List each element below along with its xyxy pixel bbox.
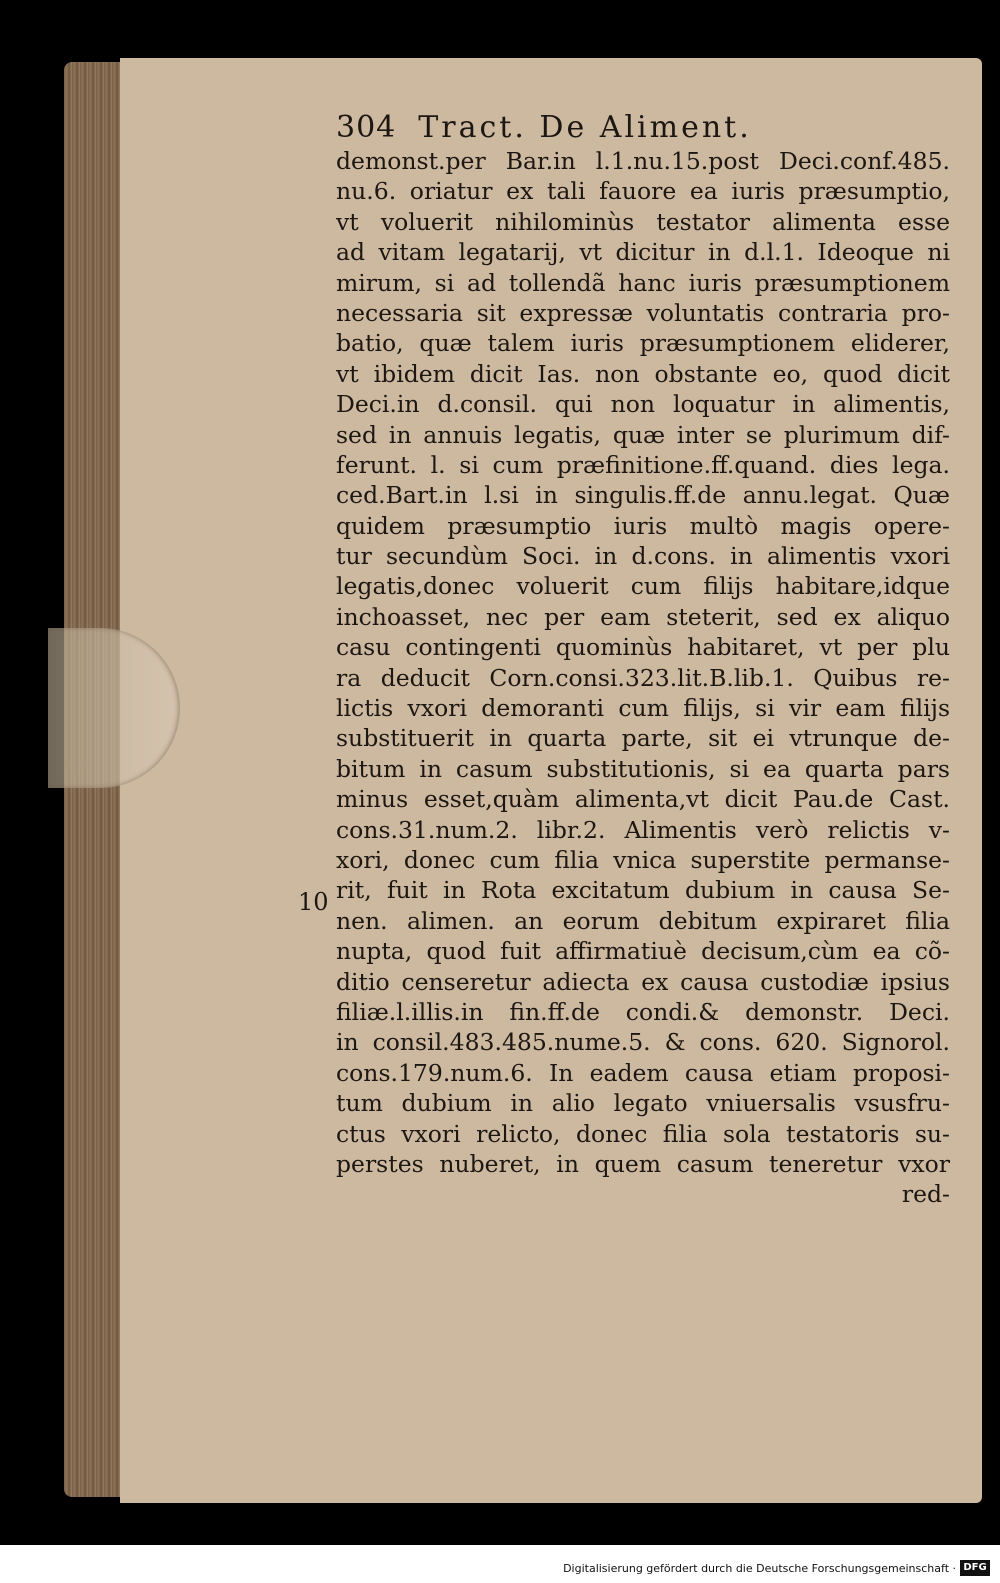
text-line: ad vitam legatarij, vt dicitur in d.l.1. Ideoque ni (336, 238, 950, 267)
text-line: substituerit in quarta parte, sit ei vtrunque de- (336, 724, 950, 753)
text-line: inchoasset, nec per eam steterit, sed ex aliquo (336, 602, 950, 631)
text-line: minus esset,quàm alimenta,vt dicit Pau.de Cast. (336, 785, 950, 814)
text-line: tum dubium in alio legato vniuersalis vsusfru- (336, 1089, 950, 1118)
text-line: Deci.in d.consil. qui non loquatur in alimentis, (336, 390, 950, 419)
text-line: filiæ.l.illis.in fin.ff.de condi.& demonstr. Deci. (336, 997, 950, 1026)
text-line: mirum, si ad tollendã hanc iuris præsumptionem (336, 268, 950, 297)
text-line: quidem præsumptio iuris multò magis opere- (336, 511, 950, 540)
text-line: sed in annuis legatis, quæ inter se plurimum dif- (336, 420, 950, 449)
text-line: ferunt. l. si cum præfinitione.ff.quand. dies lega. (336, 450, 950, 479)
text-line: vt ibidem dicit Ias. non obstante eo, quod dicit (336, 359, 950, 388)
text-line: demonst.per Bar.in l.1.nu.15.post Deci.conf.485. (336, 147, 950, 175)
body-text (336, 146, 950, 1210)
margin-number: 10 (298, 888, 329, 916)
page-header (336, 110, 836, 150)
text-line: casu contingenti quominùs habitaret, vt per plu (336, 633, 950, 662)
text-line: necessaria sit expressæ voluntatis contraria pro- (336, 298, 950, 327)
text-line: xori, donec cum filia vnica superstite permanse- (336, 845, 950, 874)
text-line: vt voluerit nihilominùs testator alimenta esse (336, 207, 950, 236)
catchword: red- (901, 1180, 950, 1209)
text-line: nen. alimen. an eorum debitum expiraret filia (336, 906, 950, 935)
text-line: ditio censeretur adiecta ex causa custodiæ ipsius (336, 967, 950, 996)
text-line: ctus vxori relicto, donec filia sola testatoris su- (336, 1119, 950, 1148)
text-line: bitum in casum substitutionis, si ea quarta pars (336, 754, 950, 783)
text-line: ced.Bart.in l.si in singulis.ff.de annu.legat. Quæ (336, 481, 950, 510)
text-line: in consil.483.485.nume.5. & cons. 620. Signorol. (336, 1028, 950, 1057)
text-line: lictis vxori demoranti cum filijs, si vir eam filijs (336, 694, 950, 723)
text-line: cons.179.num.6. In eadem causa etiam proposi- (336, 1058, 950, 1087)
page-number: 304 (336, 110, 397, 145)
text-line: cons.31.num.2. libr.2. Alimentis verò relictis v- (336, 815, 950, 844)
dfg-logo: DFG (960, 1560, 990, 1576)
text-line: nupta, quod fuit affirmatiuè decisum,cùm ea cõ- (336, 937, 950, 966)
text-line: perstes nuberet, in quem casum teneretur vxor (336, 1149, 950, 1178)
text-line: tur secundùm Soci. in d.cons. in alimentis vxori (336, 542, 950, 571)
text-line: nu.6. oriatur ex tali fauore ea iuris præsumptio, (336, 177, 950, 206)
text-line: batio, quæ talem iuris præsumptionem eliderer, (336, 329, 950, 358)
text-line: legatis,donec voluerit cum filijs habitare,idque (336, 572, 950, 601)
footer-credit: Digitalisierung gefördert durch die Deutsche Forschungsgemeinschaft · (563, 1562, 956, 1575)
text-line: rit, fuit in Rota excitatum dubium in causa Se- (336, 876, 950, 905)
text-line: ra deducit Corn.consi.323.lit.B.lib.1. Quibus re- (336, 663, 950, 692)
running-title: Tract. De Aliment. (418, 110, 752, 145)
